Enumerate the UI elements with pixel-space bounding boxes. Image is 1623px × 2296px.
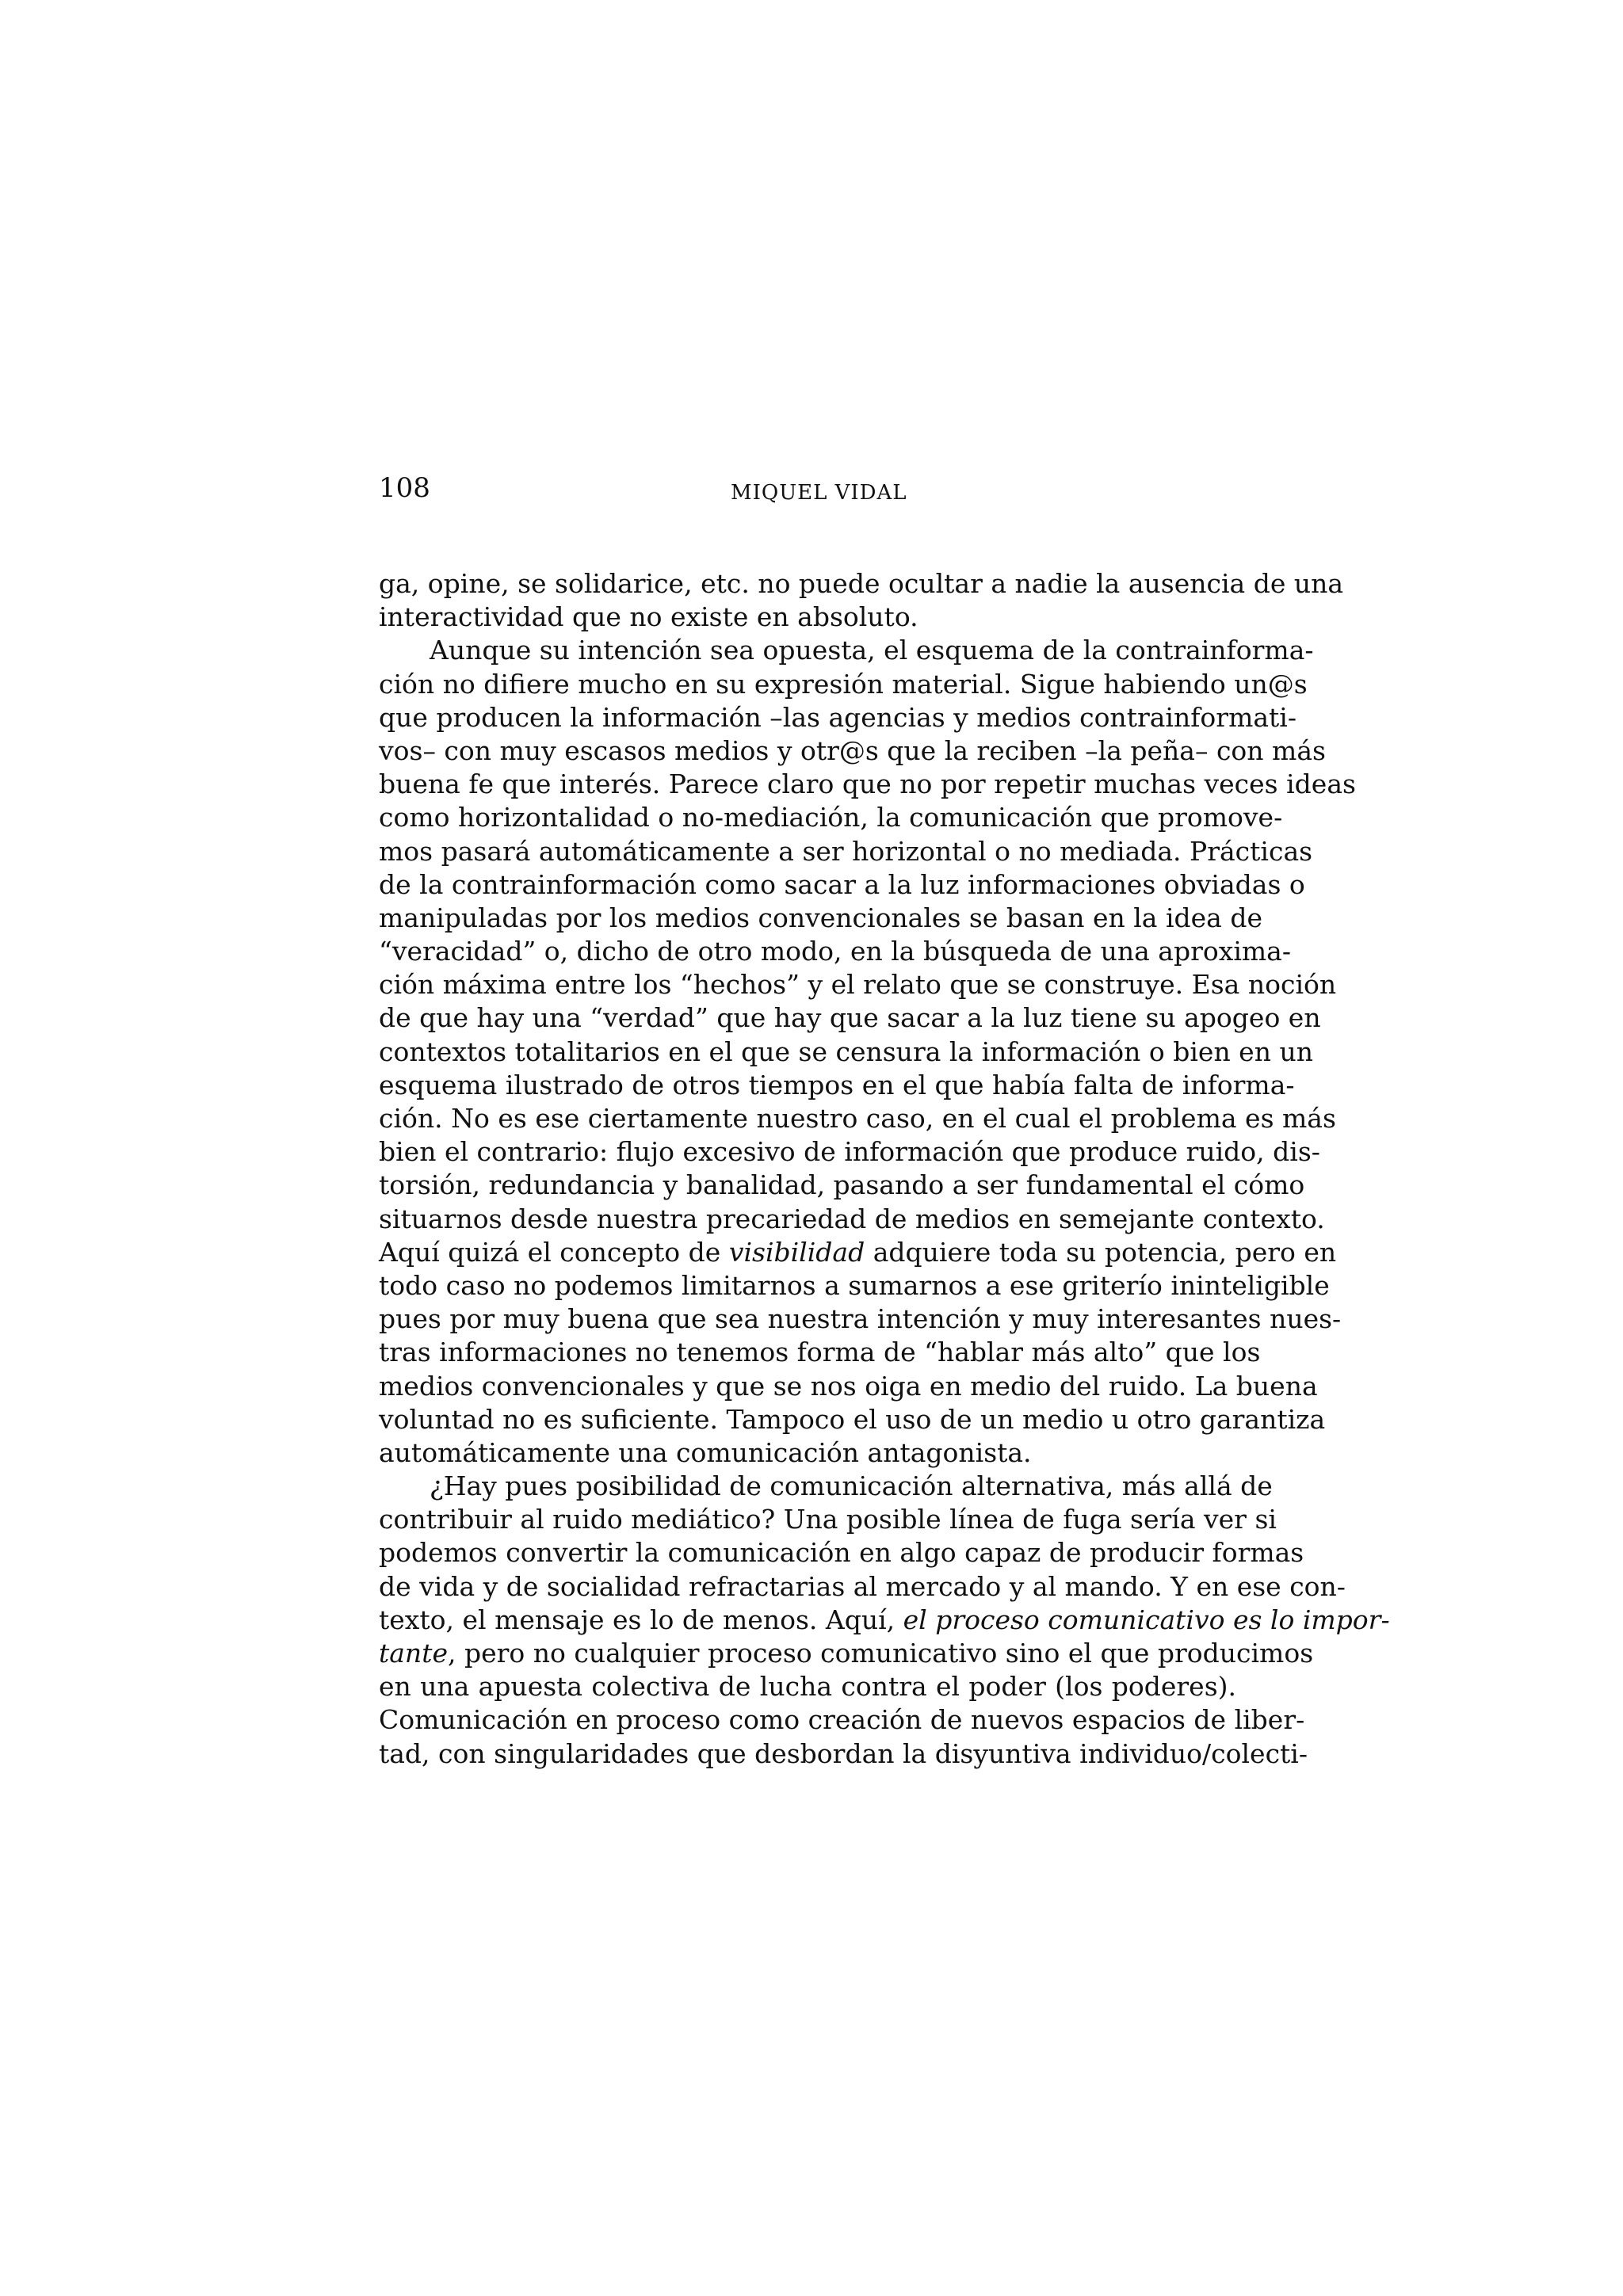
text-line: de vida y de socialidad refractarias al mercado y al mando. Y en ese con-: [379, 1570, 1346, 1602]
text-line: situarnos desde nuestra precariedad de medios en semejante contexto.: [379, 1203, 1325, 1234]
line-segment: adquiere toda su potencia, pero en: [865, 1236, 1337, 1268]
line-segment: Aquí quizá el concepto de: [379, 1236, 729, 1268]
text-line: podemos convertir la comunicación en algo capaz de producir formas: [379, 1537, 1304, 1569]
text-line: ción máxima entre los “hechos” y el relato que se construye. Esa noción: [379, 969, 1337, 1001]
text-line: ción no difiere mucho en su expresión material. Sigue habiendo un@s: [379, 668, 1308, 700]
text-line: medios convencionales y que se nos oiga en medio del ruido. La buena: [379, 1370, 1318, 1402]
text-line: contribuir al ruido mediático? Una posible línea de fuga sería ver si: [379, 1504, 1277, 1535]
text-line: buena fe que interés. Parece claro que no por repetir muchas veces ideas: [379, 769, 1356, 800]
text-line: esquema ilustrado de otros tiempos en el que había falta de informa-: [379, 1069, 1295, 1100]
text-line: mos pasará automáticamente a ser horizontal o no mediada. Prácticas: [379, 835, 1313, 867]
text-line: [379, 1604, 1390, 1637]
text-line: Comunicación en proceso como creación de nuevos espacios de liber-: [379, 1704, 1305, 1736]
line-segment: , pero no cualquier proceso comunicativo sino el que producimos: [447, 1638, 1314, 1669]
text-line: voluntad no es suficiente. Tampoco el uso de un medio u otro garantiza: [379, 1403, 1326, 1435]
text-line: tad, con singularidades que desbordan la disyuntiva individuo/colecti-: [379, 1737, 1308, 1769]
running-head: MIQUEL VIDAL: [731, 481, 907, 505]
text-line: torsión, redundancia y banalidad, pasando a ser fundamental el cómo: [379, 1169, 1305, 1201]
text-line: ga, opine, se solidarice, etc. no puede ocultar a nadie la ausencia de una: [379, 568, 1344, 599]
italic-term: el proceso comunicativo es lo impor-: [903, 1604, 1390, 1635]
italic-term: visibilidad: [728, 1236, 865, 1268]
text-line: de que hay una “verdad” que hay que sacar a la luz tiene su apogeo en: [379, 1002, 1321, 1034]
text-line: bien el contrario: flujo excesivo de información que produce ruido, dis-: [379, 1136, 1320, 1168]
text-line: automáticamente una comunicación antagonista.: [379, 1436, 1032, 1468]
text-line: Aunque su intención sea opuesta, el esquema de la contrainforma-: [430, 635, 1314, 666]
text-line: contextos totalitarios en el que se censura la información o bien en un: [379, 1035, 1313, 1067]
text-line: [379, 1236, 1337, 1269]
body-text: [379, 567, 1390, 1771]
text-line: en una apuesta colectiva de lucha contra el poder (los poderes).: [379, 1671, 1236, 1703]
text-line: que producen la información –las agencias y medios contrainformati-: [379, 701, 1296, 733]
italic-term: tante: [379, 1638, 448, 1669]
text-line: tras informaciones no tenemos forma de “hablar más alto” que los: [379, 1337, 1261, 1368]
text-line: pues por muy buena que sea nuestra intención y muy interesantes nues-: [379, 1303, 1342, 1335]
page-number: 108: [379, 472, 430, 504]
text-line: interactividad que no existe en absoluto.: [379, 601, 918, 633]
text-line: “veracidad” o, dicho de otro modo, en la búsqueda de una aproxima-: [379, 936, 1292, 967]
text-line: ción. No es ese ciertamente nuestro caso, en el cual el problema es más: [379, 1103, 1336, 1134]
text-line: ¿Hay pues posibilidad de comunicación alternativa, más allá de: [430, 1470, 1273, 1502]
line-segment: texto, el mensaje es lo de menos. Aquí,: [379, 1604, 903, 1635]
text-line: vos– con muy escasos medios y otr@s que la reciben –la peña– con más: [379, 734, 1326, 766]
text-line: de la contrainformación como sacar a la luz informaciones obviadas o: [379, 868, 1305, 900]
text-line: todo caso no podemos limitarnos a sumarnos a ese griterío ininteligible: [379, 1269, 1330, 1301]
text-line: [379, 1637, 1314, 1670]
text-line: manipuladas por los medios convencionales se basan en la idea de: [379, 902, 1262, 933]
text-line: como horizontalidad o no-mediación, la comunicación que promove-: [379, 802, 1283, 833]
